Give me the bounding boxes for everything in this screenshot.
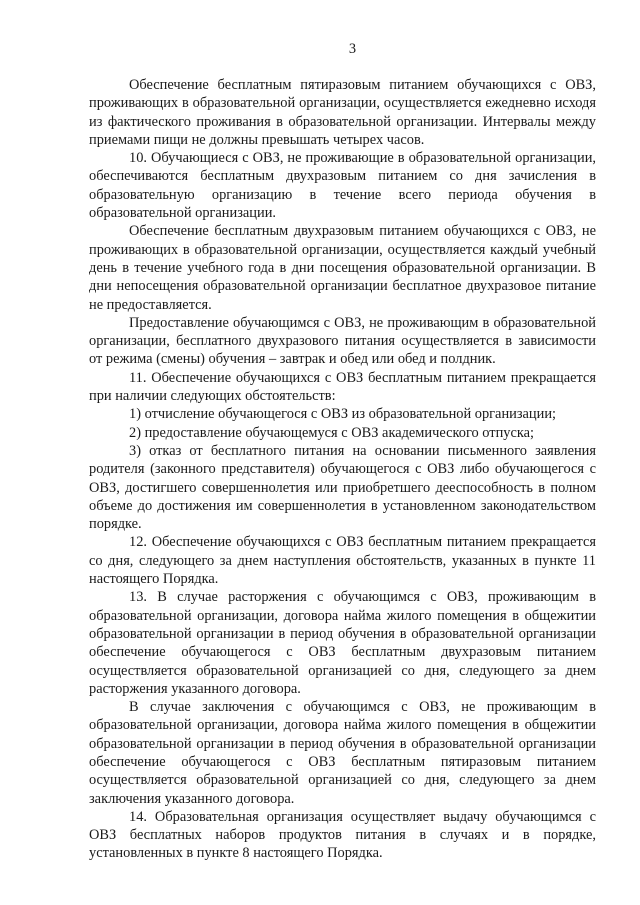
paragraph-two-meals-provision: Обеспечение бесплатным двухразовым питанием обучающихся с ОВЗ, не проживающих в образовательной организации, осуществляется каждый учебный день в течение учебного года в дни посещения образовательной организации. В дни непосещения образовательной организации бесплатное двухразовое питание не предоставляется. [89,223,596,313]
paragraph-meal-five-times: Обеспечение бесплатным пятиразовым питанием обучающихся с ОВЗ, проживающих в образовательной организации, осуществляется ежедневно исходя из фактического проживания в образовательной организации. Интервалы между приемами пищи не должны превышать четырех часов. [89,77,596,148]
paragraph-10: 10. Обучающиеся с ОВЗ, не проживающие в образовательной организации, обеспечиваются бесплатным двухразовым питанием со дня зачисления в образовательную организацию в течение всего периода обучения в образовательной организации. [89,150,596,222]
page-number: 3 [348,41,357,57]
list-item-2: 2) предоставление обучающемуся с ОВЗ академического отпуска; [129,424,535,441]
paragraph-meal-by-shift: Предоставление обучающимся с ОВЗ, не проживающим в образовательной организации, бесплатного двухразового питания осуществляется в зависимости от режима (смены) обучения – завтрак и обед или обед и полдник. [89,314,596,368]
paragraph-contract-conclusion: В случае заключения с обучающимся с ОВЗ, не проживающим в образовательной организации, договора найма жилого помещения в общежитии образовательной организации в период обучения в образовательной организации обеспечение обучающегося с ОВЗ бесплатным пятиразовым питанием осуществляется образовательной организацией со дня, следующего за днем заключения указанного договора. [89,699,596,807]
paragraph-13: 13. В случае расторжения с обучающимся с ОВЗ, проживающим в образовательной организации, договора найма жилого помещения в общежитии образовательной организации в период обучения в образовательной организации обеспечение обучающегося с ОВЗ бесплатным двухразовым питанием осуществляется образовательной организацией со дня, следующего за днем расторжения указанного договора. [89,589,596,697]
list-item-3: 3) отказ от бесплатного питания на основании письменного заявления родителя (законного представителя) обучающегося с ОВЗ либо обучающегося с ОВЗ, достигшего совершеннолетия или приобретшего дееспособность в полном объеме до достижения им совершеннолетия в установленном законодательством порядке. [89,442,596,533]
paragraph-11: 11. Обеспечение обучающихся с ОВЗ бесплатным питанием прекращается при наличии следующих обстоятельств: [89,369,596,405]
paragraph-12: 12. Обеспечение обучающихся с ОВЗ бесплатным питанием прекращается со дня, следующего за днем наступления обстоятельств, указанных в пункте 11 настоящего Порядка. [89,534,596,588]
list-item-1: 1) отчисление обучающегося с ОВЗ из образовательной организации; [129,406,557,423]
paragraph-14: 14. Образовательная организация осуществляет выдачу обучающимся с ОВЗ бесплатных наборов продуктов питания в случаях и в порядке, установленных в пункте 8 настоящего Порядка. [89,808,596,862]
